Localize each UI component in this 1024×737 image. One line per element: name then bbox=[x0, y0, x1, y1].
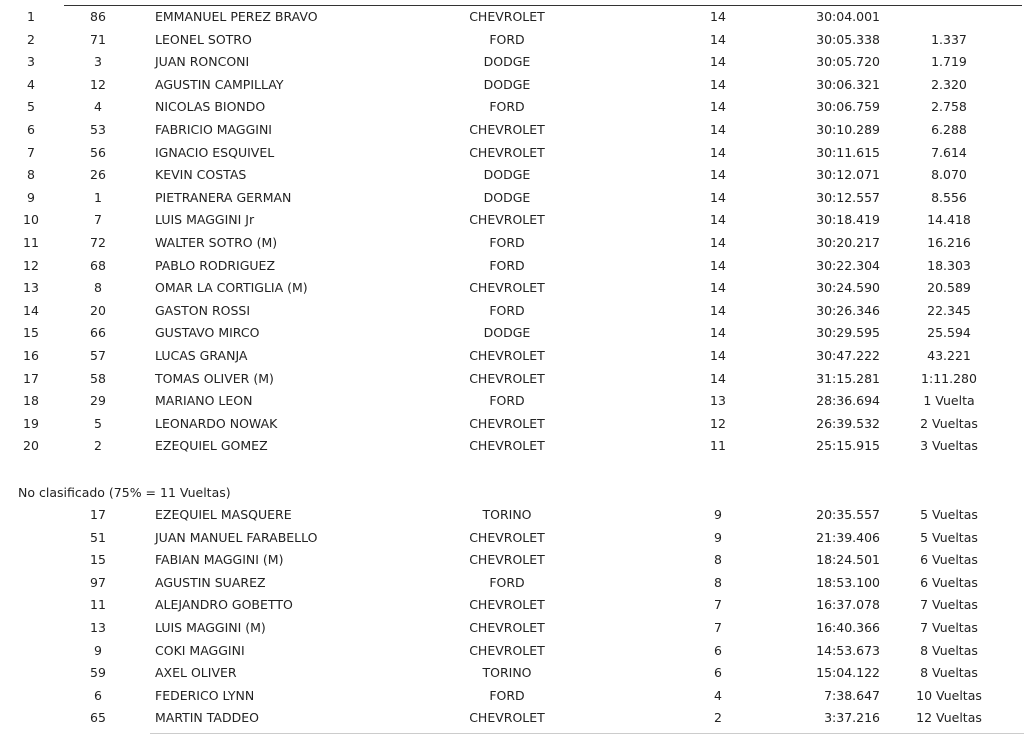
gap-cell: 8.556 bbox=[931, 189, 967, 205]
driver-name-cell: PIETRANERA GERMAN bbox=[155, 189, 292, 205]
gap-cell: 2.320 bbox=[931, 76, 967, 92]
brand-cell: DODGE bbox=[483, 54, 531, 70]
position-cell: 13 bbox=[23, 280, 39, 296]
time-cell: 30:04.001 bbox=[816, 9, 880, 24]
table-row bbox=[0, 300, 1024, 322]
brand-cell: DODGE bbox=[483, 325, 531, 341]
brand-cell: FORD bbox=[489, 31, 525, 47]
table-row bbox=[0, 707, 1024, 729]
laps-cell: 14 bbox=[710, 189, 726, 205]
driver-name-cell: AXEL OLIVER bbox=[155, 665, 237, 681]
gap-cell: 22.345 bbox=[927, 302, 971, 318]
position-cell: 6 bbox=[27, 122, 35, 137]
driver-name-cell: FEDERICO LYNN bbox=[155, 687, 255, 703]
driver-name-cell: IGNACIO ESQUIVEL bbox=[155, 144, 275, 160]
laps-cell: 9 bbox=[714, 507, 722, 522]
position-cell: 18 bbox=[23, 393, 39, 409]
car-number-cell: 12 bbox=[90, 76, 106, 92]
brand-cell: CHEVROLET bbox=[469, 710, 545, 726]
table-row bbox=[0, 96, 1024, 118]
time-cell: 21:39.406 bbox=[816, 529, 880, 545]
brand-cell: TORINO bbox=[482, 507, 532, 522]
car-number-cell: 2 bbox=[94, 438, 102, 454]
time-cell: 18:53.100 bbox=[816, 574, 880, 590]
table-row bbox=[0, 368, 1024, 390]
time-cell: 3:37.216 bbox=[824, 710, 880, 726]
driver-name-cell: GASTON ROSSI bbox=[155, 302, 251, 318]
position-cell: 8 bbox=[27, 167, 35, 183]
car-number-cell: 6 bbox=[94, 687, 102, 703]
brand-cell: TORINO bbox=[482, 665, 532, 681]
driver-name-cell: OMAR LA CORTIGLIA (M) bbox=[155, 280, 308, 296]
driver-name-cell: EZEQUIEL GOMEZ bbox=[155, 438, 268, 454]
gap-cell: 1:11.280 bbox=[921, 370, 977, 386]
gap-cell: 7 Vueltas bbox=[920, 620, 978, 635]
laps-cell: 14 bbox=[710, 76, 726, 92]
car-number-cell: 72 bbox=[90, 235, 106, 250]
gap-cell: 7.614 bbox=[931, 144, 967, 160]
laps-cell: 7 bbox=[714, 620, 722, 635]
position-cell: 3 bbox=[27, 54, 35, 70]
laps-cell: 14 bbox=[710, 212, 726, 228]
car-number-cell: 53 bbox=[90, 122, 106, 137]
position-cell: 4 bbox=[27, 76, 35, 92]
brand-cell: CHEVROLET bbox=[469, 642, 545, 658]
table-row bbox=[0, 51, 1024, 73]
time-cell: 15:04.122 bbox=[816, 665, 880, 681]
brand-cell: FORD bbox=[489, 302, 525, 318]
car-number-cell: 97 bbox=[90, 574, 106, 590]
table-bottom-rule bbox=[150, 733, 1024, 734]
car-number-cell: 57 bbox=[90, 348, 106, 363]
gap-cell: 6 Vueltas bbox=[920, 574, 978, 590]
gap-cell: 8 Vueltas bbox=[920, 665, 978, 681]
time-cell: 20:35.557 bbox=[816, 507, 880, 522]
gap-cell: 1.719 bbox=[931, 54, 967, 70]
driver-name-cell: FABIAN MAGGINI (M) bbox=[155, 552, 284, 568]
position-cell: 7 bbox=[27, 144, 35, 160]
gap-cell: 8 Vueltas bbox=[920, 642, 978, 658]
gap-cell: 7 Vueltas bbox=[920, 597, 978, 613]
laps-cell: 14 bbox=[710, 325, 726, 341]
time-cell: 30:05.720 bbox=[816, 54, 880, 70]
time-cell: 30:05.338 bbox=[816, 31, 880, 47]
laps-cell: 14 bbox=[710, 280, 726, 296]
position-cell: 10 bbox=[23, 212, 39, 228]
time-cell: 28:36.694 bbox=[816, 393, 880, 409]
time-cell: 30:10.289 bbox=[816, 122, 880, 137]
driver-name-cell: LUCAS GRANJA bbox=[155, 348, 248, 363]
table-row bbox=[0, 594, 1024, 616]
car-number-cell: 3 bbox=[94, 54, 102, 70]
driver-name-cell: JUAN MANUEL FARABELLO bbox=[155, 529, 318, 545]
position-cell: 9 bbox=[27, 189, 35, 205]
brand-cell: CHEVROLET bbox=[469, 122, 545, 137]
time-cell: 30:12.557 bbox=[816, 189, 880, 205]
driver-name-cell: FABRICIO MAGGINI bbox=[155, 122, 272, 137]
brand-cell: CHEVROLET bbox=[469, 144, 545, 160]
table-row bbox=[0, 662, 1024, 684]
laps-cell: 14 bbox=[710, 235, 726, 250]
time-cell: 30:22.304 bbox=[816, 257, 880, 273]
table-row bbox=[0, 277, 1024, 299]
gap-cell: 10 Vueltas bbox=[916, 687, 982, 703]
time-cell: 30:06.321 bbox=[816, 76, 880, 92]
gap-cell: 12 Vueltas bbox=[916, 710, 982, 726]
time-cell: 30:29.595 bbox=[816, 325, 880, 341]
time-cell: 30:24.590 bbox=[816, 280, 880, 296]
brand-cell: CHEVROLET bbox=[469, 9, 545, 24]
time-cell: 14:53.673 bbox=[816, 642, 880, 658]
brand-cell: FORD bbox=[489, 574, 525, 590]
table-row bbox=[0, 74, 1024, 96]
laps-cell: 11 bbox=[710, 438, 726, 454]
time-cell: 30:11.615 bbox=[816, 144, 880, 160]
laps-cell: 14 bbox=[710, 144, 726, 160]
brand-cell: CHEVROLET bbox=[469, 280, 545, 296]
position-cell: 17 bbox=[23, 370, 39, 386]
gap-cell: 43.221 bbox=[927, 348, 971, 363]
brand-cell: FORD bbox=[489, 99, 525, 115]
position-cell: 5 bbox=[27, 99, 35, 115]
gap-cell: 20.589 bbox=[927, 280, 971, 296]
laps-cell: 7 bbox=[714, 597, 722, 613]
brand-cell: CHEVROLET bbox=[469, 348, 545, 363]
laps-cell: 8 bbox=[714, 552, 722, 568]
laps-cell: 14 bbox=[710, 370, 726, 386]
position-cell: 2 bbox=[27, 31, 35, 47]
brand-cell: CHEVROLET bbox=[469, 620, 545, 635]
gap-cell: 18.303 bbox=[927, 257, 971, 273]
table-row bbox=[0, 435, 1024, 457]
table-row bbox=[0, 640, 1024, 662]
car-number-cell: 8 bbox=[94, 280, 102, 296]
brand-cell: CHEVROLET bbox=[469, 529, 545, 545]
table-row bbox=[0, 187, 1024, 209]
brand-cell: CHEVROLET bbox=[469, 415, 545, 431]
driver-name-cell: WALTER SOTRO (M) bbox=[155, 235, 278, 250]
driver-name-cell: EZEQUIEL MASQUERE bbox=[155, 507, 292, 522]
gap-cell: 14.418 bbox=[927, 212, 971, 228]
driver-name-cell: LUIS MAGGINI (M) bbox=[155, 620, 266, 635]
laps-cell: 14 bbox=[710, 302, 726, 318]
table-row bbox=[0, 504, 1024, 526]
driver-name-cell: COKI MAGGINI bbox=[155, 642, 245, 658]
brand-cell: FORD bbox=[489, 687, 525, 703]
position-cell: 19 bbox=[23, 415, 39, 431]
table-row bbox=[0, 322, 1024, 344]
time-cell: 30:47.222 bbox=[816, 348, 880, 363]
gap-cell: 1.337 bbox=[931, 31, 967, 47]
driver-name-cell: ALEJANDRO GOBETTO bbox=[155, 597, 293, 613]
car-number-cell: 5 bbox=[94, 415, 102, 431]
table-row bbox=[0, 413, 1024, 435]
gap-cell: 5 Vueltas bbox=[920, 529, 978, 545]
table-row bbox=[0, 209, 1024, 231]
car-number-cell: 7 bbox=[94, 212, 102, 228]
brand-cell: FORD bbox=[489, 235, 525, 250]
brand-cell: FORD bbox=[489, 257, 525, 273]
laps-cell: 6 bbox=[714, 642, 722, 658]
car-number-cell: 26 bbox=[90, 167, 106, 183]
table-row bbox=[0, 232, 1024, 254]
driver-name-cell: GUSTAVO MIRCO bbox=[155, 325, 260, 341]
driver-name-cell: MARIANO LEON bbox=[155, 393, 253, 409]
gap-cell: 2.758 bbox=[931, 99, 967, 115]
gap-cell: 5 Vueltas bbox=[920, 507, 978, 522]
position-cell: 14 bbox=[23, 302, 39, 318]
brand-cell: FORD bbox=[489, 393, 525, 409]
driver-name-cell: NICOLAS BIONDO bbox=[155, 99, 266, 115]
time-cell: 16:40.366 bbox=[816, 620, 880, 635]
car-number-cell: 59 bbox=[90, 665, 106, 681]
laps-cell: 8 bbox=[714, 574, 722, 590]
position-cell: 1 bbox=[27, 9, 35, 24]
car-number-cell: 51 bbox=[90, 529, 106, 545]
time-cell: 30:06.759 bbox=[816, 99, 880, 115]
time-cell: 7:38.647 bbox=[824, 687, 880, 703]
table-row bbox=[0, 617, 1024, 639]
table-row bbox=[0, 549, 1024, 571]
time-cell: 31:15.281 bbox=[816, 370, 880, 386]
laps-cell: 12 bbox=[710, 415, 726, 431]
position-cell: 11 bbox=[23, 235, 39, 250]
gap-cell: 3 Vueltas bbox=[920, 438, 978, 454]
car-number-cell: 9 bbox=[94, 642, 102, 658]
driver-name-cell: TOMAS OLIVER (M) bbox=[155, 370, 274, 386]
position-cell: 16 bbox=[23, 348, 39, 363]
driver-name-cell: JUAN RONCONI bbox=[155, 54, 250, 70]
laps-cell: 14 bbox=[710, 31, 726, 47]
table-row bbox=[0, 685, 1024, 707]
car-number-cell: 4 bbox=[94, 99, 102, 115]
laps-cell: 14 bbox=[710, 99, 726, 115]
time-cell: 30:12.071 bbox=[816, 167, 880, 183]
laps-cell: 14 bbox=[710, 348, 726, 363]
driver-name-cell: LEONEL SOTRO bbox=[155, 31, 252, 47]
laps-cell: 2 bbox=[714, 710, 722, 726]
gap-cell: 1 Vuelta bbox=[923, 393, 975, 409]
position-cell: 20 bbox=[23, 438, 39, 454]
driver-name-cell: MARTIN TADDEO bbox=[155, 710, 259, 726]
table-row bbox=[0, 6, 1024, 28]
brand-cell: DODGE bbox=[483, 76, 531, 92]
gap-cell: 6.288 bbox=[931, 122, 967, 137]
laps-cell: 14 bbox=[710, 54, 726, 70]
position-cell: 15 bbox=[23, 325, 39, 341]
time-cell: 18:24.501 bbox=[816, 552, 880, 568]
laps-cell: 13 bbox=[710, 393, 726, 409]
time-cell: 30:26.346 bbox=[816, 302, 880, 318]
brand-cell: CHEVROLET bbox=[469, 597, 545, 613]
table-row bbox=[0, 119, 1024, 141]
car-number-cell: 29 bbox=[90, 393, 106, 409]
laps-cell: 6 bbox=[714, 665, 722, 681]
driver-name-cell: KEVIN COSTAS bbox=[155, 167, 247, 183]
driver-name-cell: EMMANUEL PEREZ BRAVO bbox=[155, 9, 318, 24]
car-number-cell: 1 bbox=[94, 189, 102, 205]
car-number-cell: 86 bbox=[90, 9, 106, 24]
car-number-cell: 11 bbox=[90, 597, 106, 613]
time-cell: 16:37.078 bbox=[816, 597, 880, 613]
gap-cell: 8.070 bbox=[931, 167, 967, 183]
driver-name-cell: PABLO RODRIGUEZ bbox=[155, 257, 276, 273]
driver-name-cell: AGUSTIN CAMPILLAY bbox=[155, 76, 284, 92]
table-row bbox=[0, 345, 1024, 367]
laps-cell: 4 bbox=[714, 687, 722, 703]
car-number-cell: 15 bbox=[90, 552, 106, 568]
table-row bbox=[0, 142, 1024, 164]
brand-cell: CHEVROLET bbox=[469, 370, 545, 386]
time-cell: 26:39.532 bbox=[816, 415, 880, 431]
gap-cell: 6 Vueltas bbox=[920, 552, 978, 568]
not-classified-heading: No clasificado (75% = 11 Vueltas) bbox=[18, 485, 231, 500]
table-row bbox=[0, 29, 1024, 51]
car-number-cell: 71 bbox=[90, 31, 106, 47]
table-row bbox=[0, 572, 1024, 594]
car-number-cell: 56 bbox=[90, 144, 106, 160]
car-number-cell: 13 bbox=[90, 620, 106, 635]
laps-cell: 14 bbox=[710, 167, 726, 183]
table-row bbox=[0, 164, 1024, 186]
time-cell: 25:15.915 bbox=[816, 438, 880, 454]
driver-name-cell: AGUSTIN SUAREZ bbox=[155, 574, 266, 590]
laps-cell: 9 bbox=[714, 529, 722, 545]
table-row bbox=[0, 255, 1024, 277]
brand-cell: CHEVROLET bbox=[469, 438, 545, 454]
laps-cell: 14 bbox=[710, 257, 726, 273]
car-number-cell: 66 bbox=[90, 325, 106, 341]
time-cell: 30:20.217 bbox=[816, 235, 880, 250]
gap-cell: 25.594 bbox=[927, 325, 971, 341]
driver-name-cell: LUIS MAGGINI Jr bbox=[155, 212, 255, 228]
car-number-cell: 58 bbox=[90, 370, 106, 386]
car-number-cell: 17 bbox=[90, 507, 106, 522]
car-number-cell: 68 bbox=[90, 257, 106, 273]
brand-cell: CHEVROLET bbox=[469, 212, 545, 228]
table-row bbox=[0, 527, 1024, 549]
gap-cell: 16.216 bbox=[927, 235, 971, 250]
position-cell: 12 bbox=[23, 257, 39, 273]
brand-cell: DODGE bbox=[483, 189, 531, 205]
brand-cell: CHEVROLET bbox=[469, 552, 545, 568]
table-row bbox=[0, 390, 1024, 412]
car-number-cell: 20 bbox=[90, 302, 106, 318]
car-number-cell: 65 bbox=[90, 710, 106, 726]
driver-name-cell: LEONARDO NOWAK bbox=[155, 415, 278, 431]
laps-cell: 14 bbox=[710, 122, 726, 137]
time-cell: 30:18.419 bbox=[816, 212, 880, 228]
gap-cell: 2 Vueltas bbox=[920, 415, 978, 431]
brand-cell: DODGE bbox=[483, 167, 531, 183]
laps-cell: 14 bbox=[710, 9, 726, 24]
